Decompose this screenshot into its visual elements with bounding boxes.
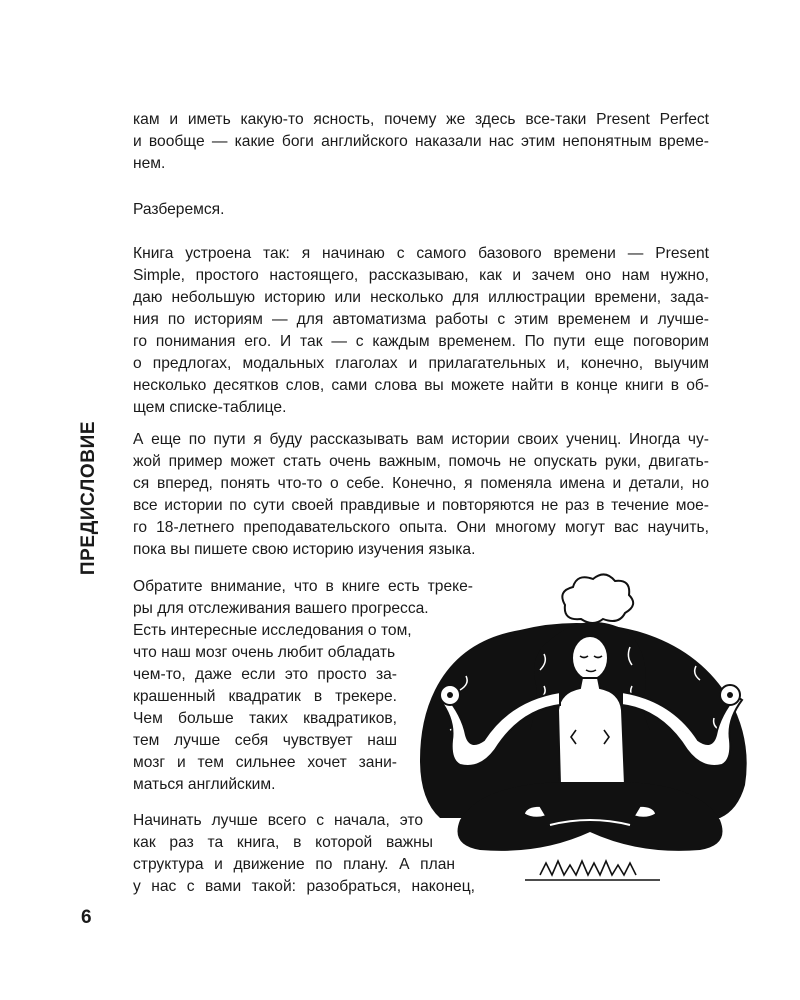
text-line: го 18-летнего преподавательского опыта. Они многому могут вас научить, xyxy=(133,519,709,536)
text-line: Обратите внимание, что в книге есть треке- xyxy=(133,578,473,595)
meditation-illustration xyxy=(400,570,770,900)
text-line: А еще по пути я буду рассказывать вам истории своих учениц. Иногда чу- xyxy=(133,431,709,448)
paragraph-book-structure xyxy=(133,243,709,419)
text-line: кам и иметь какую-то ясность, почему же здесь все-таки Present Perfect xyxy=(133,111,709,128)
text-line: о предлогах, модальных глаголах и прилагательных и, конечно, выучим xyxy=(133,355,709,372)
paragraph-student-stories xyxy=(133,429,709,561)
text-line: и вообще — какие боги английского наказали нас этим непонятным време- xyxy=(133,133,709,150)
text-line: Начинать лучше всего с начала, это xyxy=(133,812,423,829)
text-line: мозг и тем сильнее хочет зани- xyxy=(133,754,397,771)
text-line: маться английским. xyxy=(133,776,276,793)
text-line: у нас с вами такой: разобраться, наконец, xyxy=(133,878,475,895)
text-line: даю небольшую историю или несколько для иллюстрации времени, зада- xyxy=(133,289,709,306)
text-line: Книга устроена так: я начинаю с самого базового времени — Present xyxy=(133,245,709,262)
text-line: нем. xyxy=(133,155,166,172)
text-line: чем-то, даже если это просто за- xyxy=(133,666,397,683)
text-line: ся вперед, понять что-то о себе. Конечно, я поменяла имена и детали, но xyxy=(133,475,709,492)
page-number: 6 xyxy=(81,907,92,928)
paragraph-lets-figure-out xyxy=(133,199,709,221)
text-line: несколько десятков слов, сами слова вы можете найти в конце книги в об- xyxy=(133,377,709,394)
text-line: как раз та книга, в которой важны xyxy=(133,834,433,851)
paragraph-intro-continued xyxy=(133,109,709,175)
text-line: все истории по сути своей правдивые и повторяются не раз в течение мое- xyxy=(133,497,709,514)
text-line: крашенный квадратик в трекере. xyxy=(133,688,397,705)
text-line: ния по историям — для автоматизма работы с этим временем и лучше- xyxy=(133,311,709,328)
text-line: ры для отслеживания вашего прогресса. xyxy=(133,600,429,617)
text-line: Разберемся. xyxy=(133,201,225,218)
text-line: тем лучше себя чувствует наш xyxy=(133,732,397,749)
text-line: жой пример может стать очень важным, помочь не опускать руки, двигать- xyxy=(133,453,709,470)
text-line: щем списке-таблице. xyxy=(133,399,287,416)
text-line: структура и движение по плану. А план xyxy=(133,856,455,873)
text-line: Есть интересные исследования о том, xyxy=(133,622,412,639)
text-line: что наш мозг очень любит обладать xyxy=(133,644,396,661)
text-line: пока вы пишете свою историю изучения языка. xyxy=(133,541,476,558)
text-line: го понимания его. И так — с каждым временем. По пути еще поговорим xyxy=(133,333,709,350)
text-line: Чем больше таких квадратиков, xyxy=(133,710,397,727)
section-title: ПРЕДИСЛОВИЕ xyxy=(78,420,99,576)
thought-cloud-icon xyxy=(562,574,633,623)
text-line: Simple, простого настоящего, рассказываю, как и зачем оно нам нужно, xyxy=(133,267,709,284)
